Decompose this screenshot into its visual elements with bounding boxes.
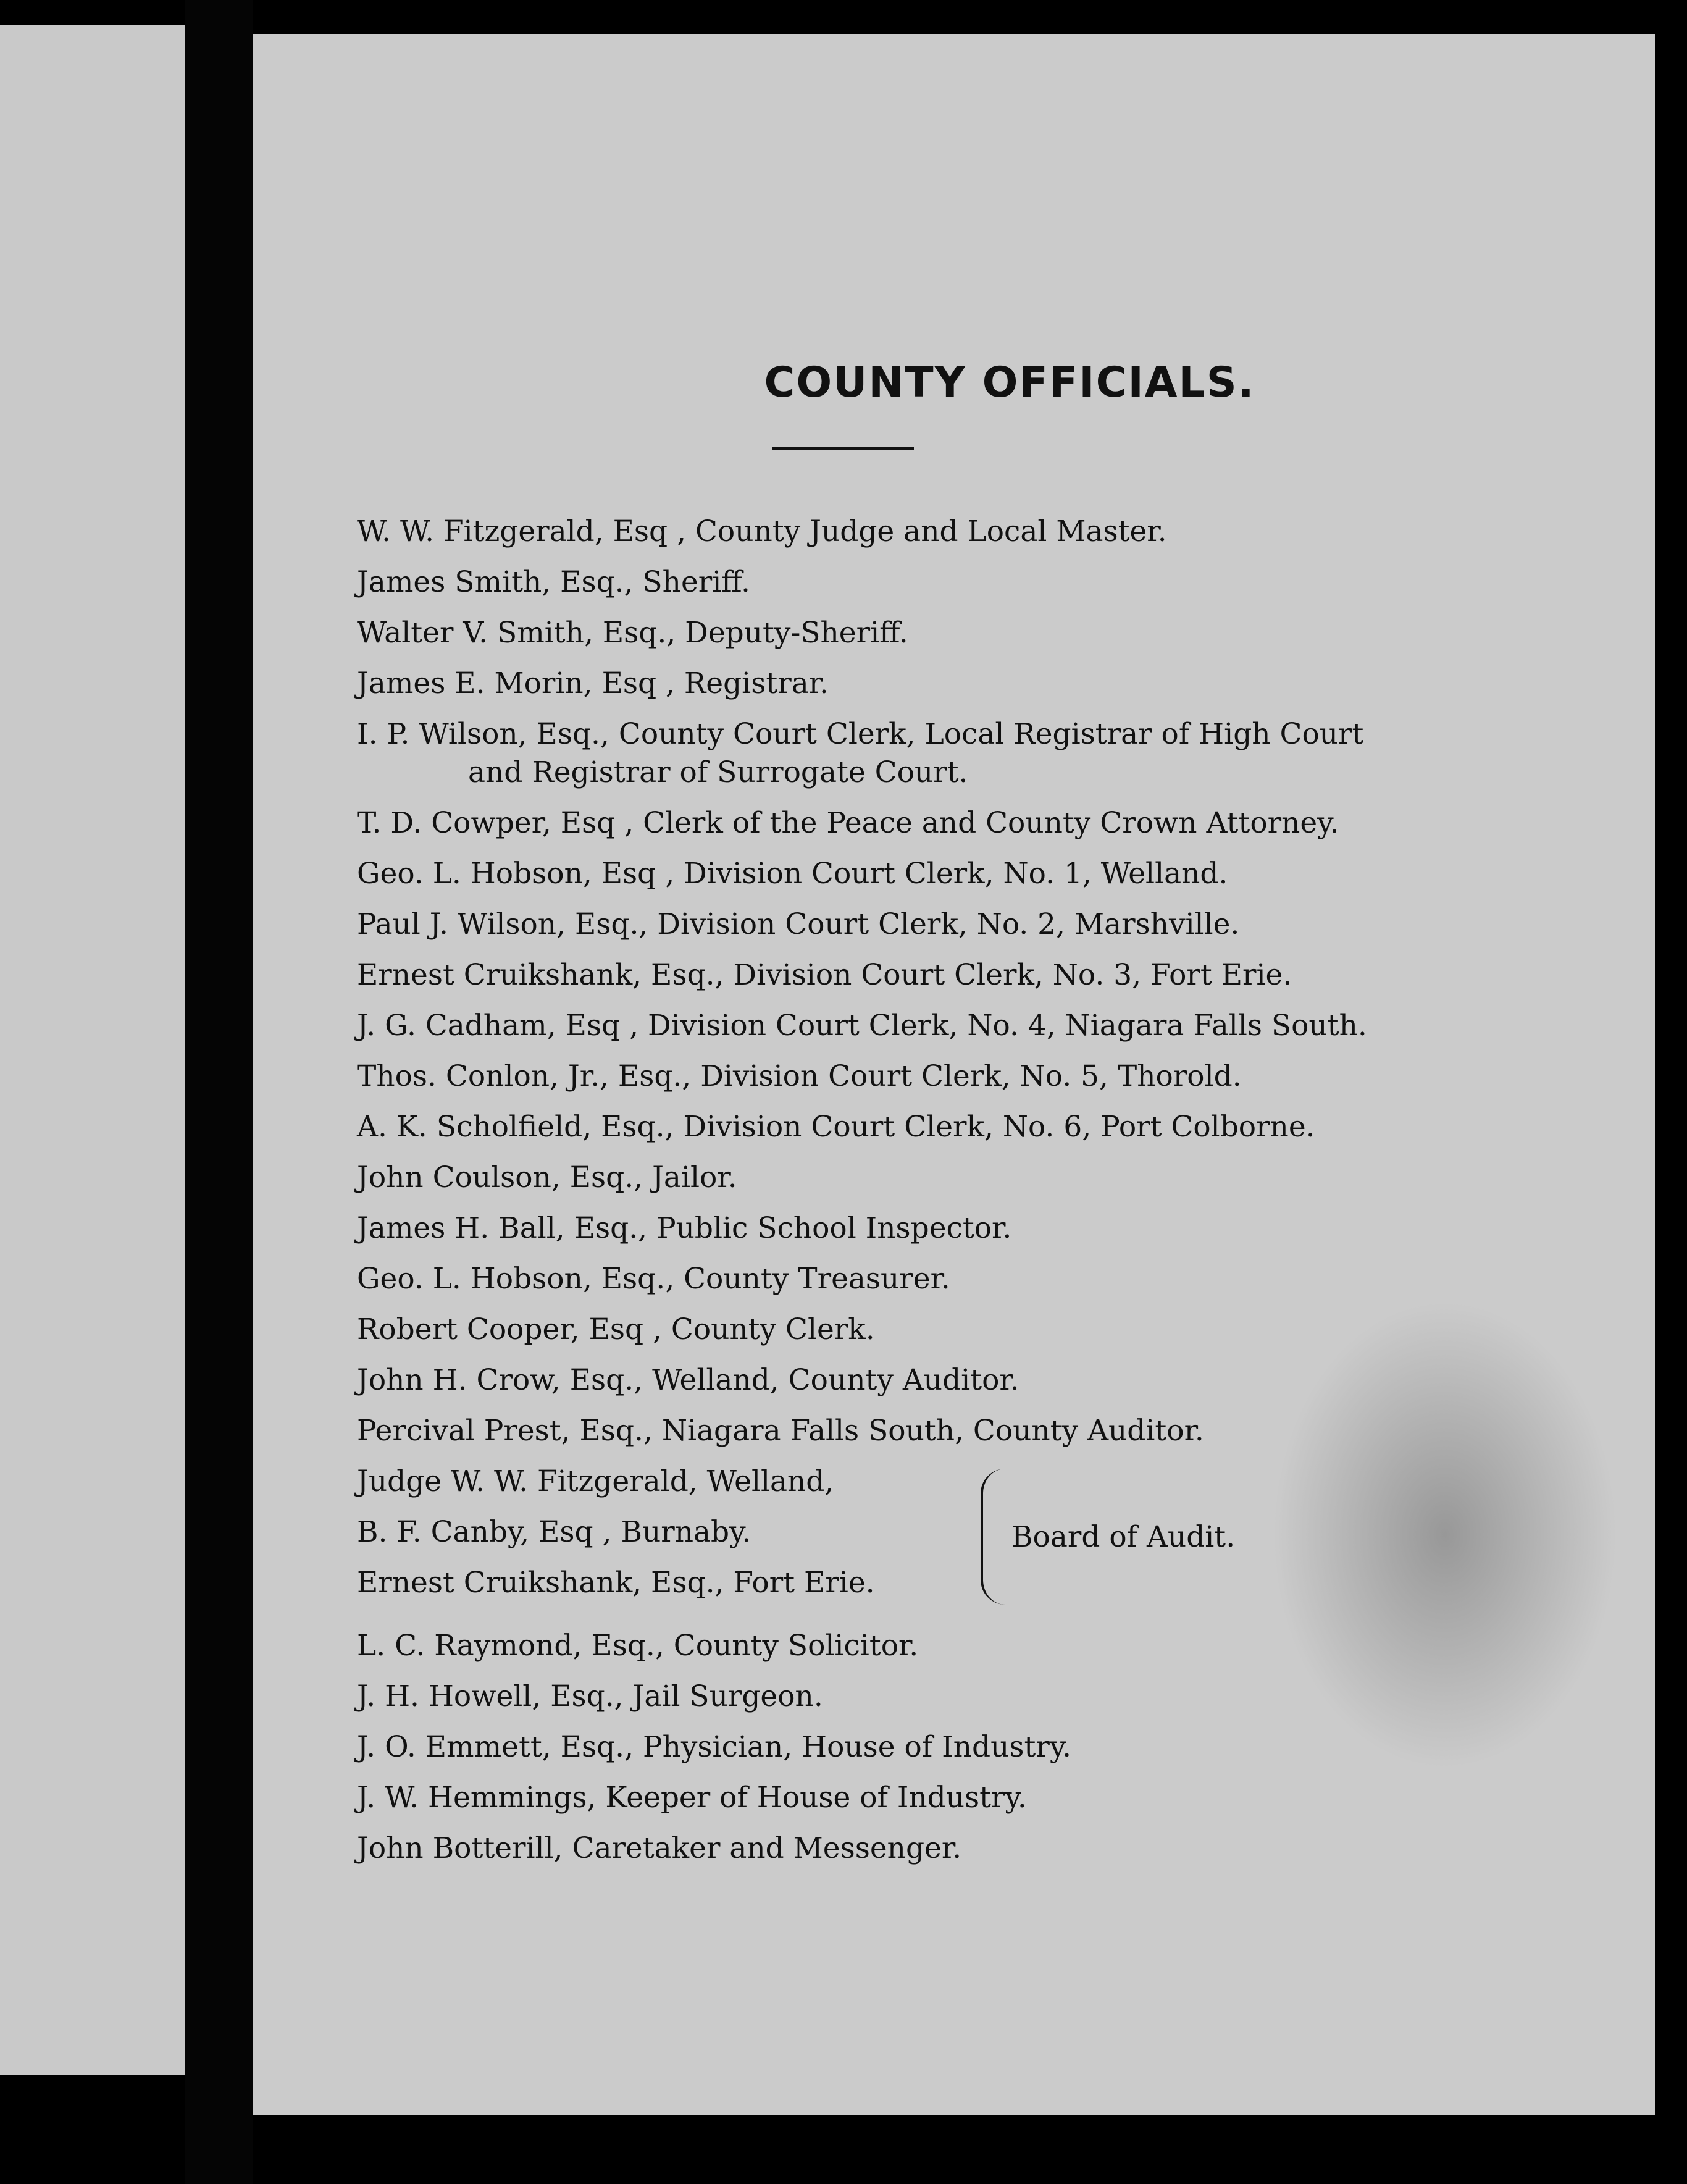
official-entry: John H. Crow, Esq., Welland, County Auditor. xyxy=(357,1363,1019,1397)
official-entry: Thos. Conlon, Jr., Esq., Division Court Clerk, No. 5, Thorold. xyxy=(357,1059,1242,1093)
official-entry: J. O. Emmett, Esq., Physician, House of Industry. xyxy=(357,1730,1072,1764)
official-entry: Walter V. Smith, Esq., Deputy-Sheriff. xyxy=(357,616,908,650)
official-entry: Robert Cooper, Esq , County Clerk. xyxy=(357,1312,875,1346)
official-entry: John Botterill, Caretaker and Messenger. xyxy=(357,1831,962,1865)
board-of-audit-group xyxy=(357,1463,1370,1615)
facing-page-edge xyxy=(0,25,185,2075)
official-entry: A. K. Scholfield, Esq., Division Court Clerk, No. 6, Port Colborne. xyxy=(357,1110,1315,1144)
audit-member: Judge W. W. Fitzgerald, Welland, xyxy=(357,1464,834,1498)
official-entry: James E. Morin, Esq , Registrar. xyxy=(357,666,829,700)
official-entry: John Coulson, Esq., Jailor. xyxy=(357,1161,737,1195)
page-title: COUNTY OFFICIALS. xyxy=(764,358,1255,407)
audit-member: B. F. Canby, Esq , Burnaby. xyxy=(357,1515,751,1549)
official-entry: J. W. Hemmings, Keeper of House of Industry. xyxy=(357,1781,1027,1815)
document-page xyxy=(253,34,1655,2115)
official-entry: Geo. L. Hobson, Esq , Division Court Clerk, No. 1, Welland. xyxy=(357,857,1228,891)
book-gutter xyxy=(185,0,253,2184)
official-entry: I. P. Wilson, Esq., County Court Clerk, Local Registrar of High Court and Registrar of Surrogate Court. xyxy=(357,717,1364,789)
official-entry: L. C. Raymond, Esq., County Solicitor. xyxy=(357,1629,919,1663)
official-entry: Percival Prest, Esq., Niagara Falls South, County Auditor. xyxy=(357,1414,1204,1448)
officials-list xyxy=(357,513,1370,1880)
title-rule xyxy=(772,447,914,450)
official-entry: James Smith, Esq., Sheriff. xyxy=(357,565,750,599)
official-entry: T. D. Cowper, Esq , Clerk of the Peace and County Crown Attorney. xyxy=(357,806,1339,840)
official-entry: James H. Ball, Esq., Public School Inspector. xyxy=(357,1211,1012,1245)
official-entry: Paul J. Wilson, Esq., Division Court Clerk, No. 2, Marshville. xyxy=(357,907,1240,941)
official-entry: J. H. Howell, Esq., Jail Surgeon. xyxy=(357,1679,823,1713)
official-entry: Geo. L. Hobson, Esq., County Treasurer. xyxy=(357,1262,950,1296)
official-entry: Ernest Cruikshank, Esq., Division Court Clerk, No. 3, Fort Erie. xyxy=(357,958,1292,992)
board-of-audit-label: Board of Audit. xyxy=(1011,1520,1236,1554)
official-entry: J. G. Cadham, Esq , Division Court Clerk, No. 4, Niagara Falls South. xyxy=(357,1009,1367,1043)
audit-member: Ernest Cruikshank, Esq., Fort Erie. xyxy=(357,1566,875,1600)
brace-icon xyxy=(981,1469,1008,1605)
official-entry: W. W. Fitzgerald, Esq , County Judge and Local Master. xyxy=(357,514,1167,548)
